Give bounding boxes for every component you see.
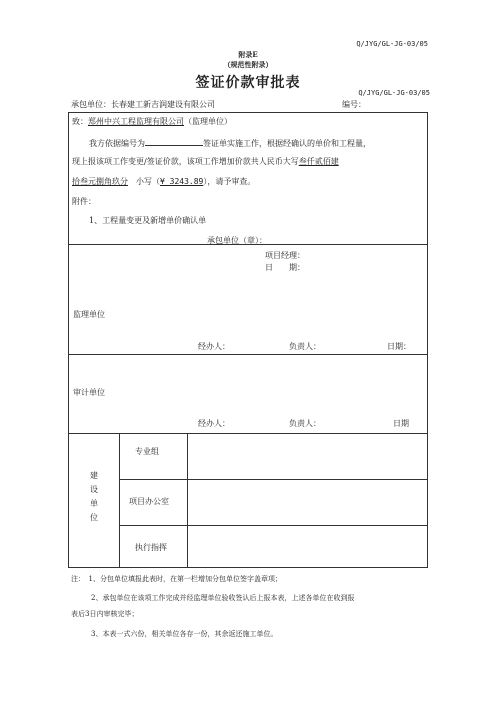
- builder-char: 单: [90, 499, 98, 508]
- attach-label: 附件：: [72, 197, 96, 206]
- supervision-label: 监理单位: [73, 310, 105, 319]
- supervision-handler: 经办人：: [198, 342, 230, 351]
- page-title: 签证价款审批表: [195, 75, 301, 91]
- date-label: 日 期：: [265, 263, 305, 272]
- note-1: 注： 1、分包单位填报此表时，在第一栏增加分包单位签字盖章项；: [71, 575, 282, 583]
- builder-row-label: 专业组: [135, 447, 159, 456]
- amount-words: 拾叁元捌角玖分: [72, 177, 128, 186]
- note-3: 3、本表一式六份，相关单位各存一份，其余返还施工单位。: [91, 630, 278, 638]
- contractor-line: [71, 99, 215, 110]
- body-text: ），请予审查。: [203, 177, 256, 186]
- audit-date: 日期: [393, 419, 409, 428]
- amount-figure: ¥ 3243.89: [160, 177, 204, 186]
- audit-handler: 经办人：: [198, 419, 230, 428]
- body-text: 我方依据编号为: [89, 139, 145, 148]
- to-line: [72, 117, 232, 127]
- builder-row-label: 执行指挥: [135, 543, 167, 552]
- divider: [119, 479, 427, 480]
- attach-item: 1、工程量变更及新增单价确认单: [89, 216, 207, 225]
- doc-code: Q/JYG/GL-JG-03/05: [358, 89, 430, 97]
- builder-char: 建: [90, 471, 98, 480]
- amount-words: 叁仟贰佰建: [298, 157, 339, 166]
- approval-table: [68, 112, 428, 568]
- sign-unit: 承包单位（章）：: [207, 236, 267, 245]
- to-suffix: （监理单位）: [184, 117, 232, 126]
- note-2: 2、承包单位在该项工作完成并经监理单位验收签认后上报本表，上述各单位在收到报: [91, 594, 355, 602]
- to-value: 郑州中兴工程监理有限公司: [88, 117, 184, 126]
- contractor-label: 承包单位：: [71, 100, 111, 109]
- audit-responsible: 负责人：: [289, 419, 321, 428]
- to-label: 致：: [72, 117, 88, 126]
- body-text: 小写（: [136, 177, 160, 186]
- body-text: 现上报该项工作变更/签证价款，该项工作增加价款共人民币大写: [72, 157, 299, 166]
- supervision-responsible: 负责人：: [289, 342, 321, 351]
- divider: [187, 433, 188, 568]
- builder-char: 设: [90, 485, 98, 494]
- body-line-2: [72, 157, 339, 167]
- annex-note: （规范性附录）: [223, 60, 273, 69]
- body-text: 签证单实施工作，根据经确认的单价和工程量，: [203, 139, 371, 148]
- builder-char: 位: [90, 513, 98, 522]
- divider: [69, 354, 427, 355]
- body-line-3: [72, 177, 255, 187]
- serial-blank: [145, 137, 203, 146]
- divider: [69, 433, 427, 434]
- audit-label: 审计单位: [73, 388, 105, 397]
- supervision-date: 日期：: [387, 342, 411, 351]
- note-2-cont: 表后3日内审核完毕；: [71, 610, 139, 618]
- pm-label: 项目经理：: [265, 251, 305, 260]
- builder-row-label: 项目办公室: [129, 497, 169, 506]
- divider: [119, 525, 427, 526]
- doc-code-top: Q/JYG/GL-JG-03/05: [356, 40, 428, 48]
- body-line-1: [89, 137, 371, 149]
- annex-label: 附录E: [238, 50, 258, 59]
- contractor-value: 长春建工新吉润建设有限公司: [111, 100, 215, 109]
- serial-label: 编号：: [342, 100, 366, 109]
- divider: [119, 433, 120, 568]
